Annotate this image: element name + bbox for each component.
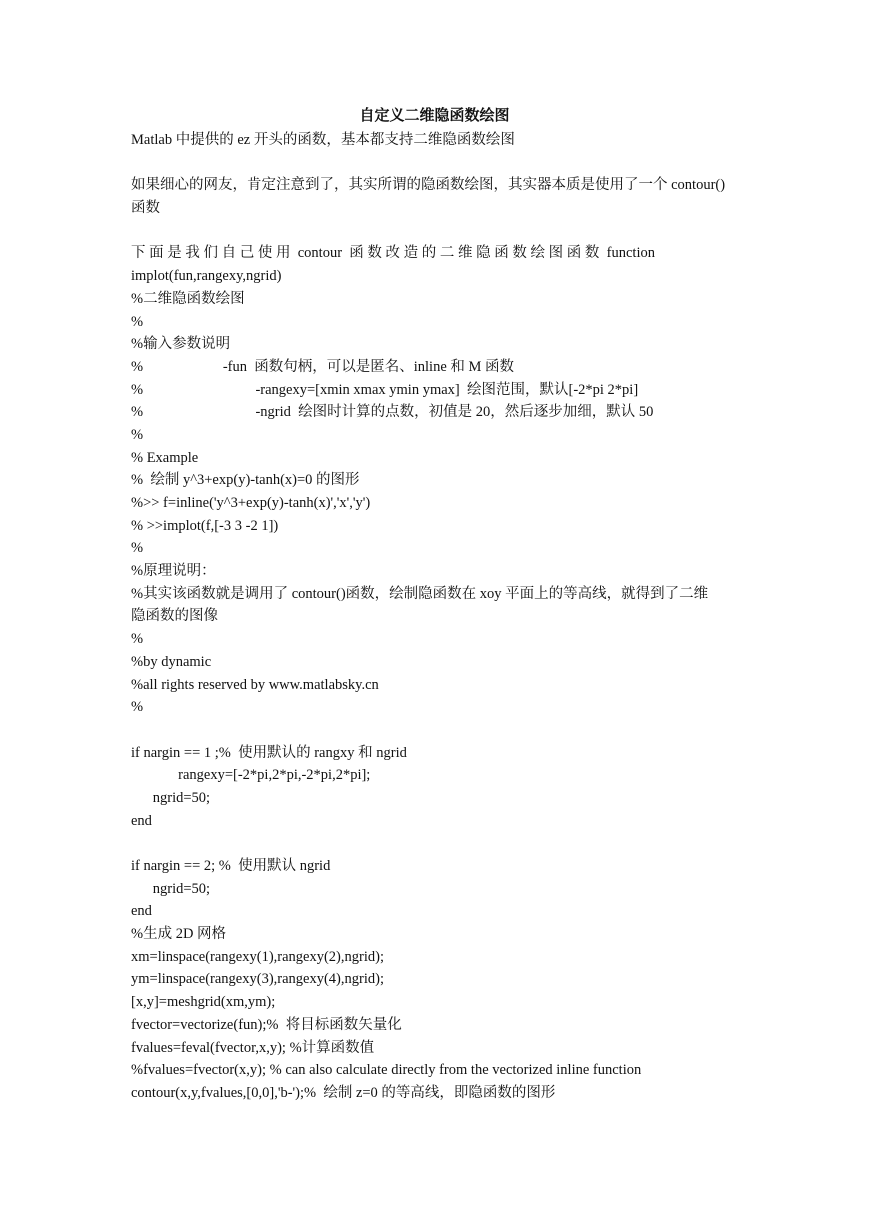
code-line: %: [131, 313, 144, 330]
code-line: rangexy=[-2*pi,2*pi,-2*pi,2*pi];: [131, 767, 371, 784]
code-line: % Example: [131, 449, 199, 466]
code-line: % -ngrid 绘图时计算的点数，初值是 20，然后逐步加细，默认 50: [131, 404, 654, 421]
code-line: end: [131, 812, 152, 829]
code-line: %: [131, 426, 144, 443]
code-line: [131, 832, 738, 855]
lead-line-2: implot(fun,rangexy,ngrid): [131, 268, 282, 285]
document-title: 自定义二维隐函数绘图: [359, 108, 510, 124]
code-line: ngrid=50;: [131, 880, 211, 897]
note-line-2: 函数: [131, 200, 160, 217]
code-line: %输入参数说明: [131, 336, 231, 353]
code-line: [131, 719, 738, 742]
code-line: ngrid=50;: [131, 789, 211, 806]
code-line: %原理说明：: [131, 563, 216, 580]
code-line: [x,y]=meshgrid(xm,ym);: [131, 994, 276, 1011]
blank-line: [131, 152, 738, 175]
code-line: contour(x,y,fvalues,[0,0],'b-');% 绘制 z=0 的等高线，即隐函数的图形: [131, 1084, 556, 1101]
code-line: ym=linspace(rangexy(3),rangexy(4),ngrid);: [131, 971, 384, 988]
code-line: %二维隐函数绘图: [131, 290, 245, 307]
code-line: %by dynamic: [131, 653, 212, 670]
lead-line-1: 下 面 是 我 们 自 己 使 用 contour 函 数 改 造 的 二 维 隐 函 数 绘 图 函 数 function: [131, 245, 655, 262]
code-line: %>> f=inline('y^3+exp(y)-tanh(x)','x','y'): [131, 495, 371, 511]
document-body: [131, 129, 738, 1105]
code-line: end: [131, 903, 152, 920]
code-line: %: [131, 699, 144, 716]
code-line: xm=linspace(rangexy(1),rangexy(2),ngrid);: [131, 948, 384, 965]
code-line: %all rights reserved by www.matlabsky.cn: [131, 676, 379, 693]
code-line: % >>implot(f,[-3 3 -2 1]): [131, 517, 279, 534]
code-line: if nargin == 2; % 使用默认 ngrid: [131, 858, 331, 874]
code-line: % -rangexy=[xmin xmax ymin ymax] 绘图范围，默认[-2*pi 2*pi]: [131, 381, 639, 398]
code-line: % 绘制 y^3+exp(y)-tanh(x)=0 的图形: [131, 472, 360, 489]
blank-line: [131, 220, 738, 243]
code-line: %: [131, 540, 144, 557]
code-line: %生成 2D 网格: [131, 926, 227, 943]
intro-line: Matlab 中提供的 ez 开头的函数，基本都支持二维隐函数绘图: [131, 132, 515, 148]
code-line: if nargin == 1 ;% 使用默认的 rangxy 和 ngrid: [131, 744, 407, 761]
code-line: fvalues=feval(fvector,x,y); %计算函数值: [131, 1039, 375, 1056]
code-line: %其实该函数就是调用了 contour()函数，绘制隐函数在 xoy 平面上的等高线，就得到了二维: [131, 585, 709, 602]
code-line: %fvalues=fvector(x,y); % can also calculate directly from the vectorized inline function: [131, 1062, 642, 1079]
code-line: 隐函数的图像: [131, 608, 218, 625]
code-line: fvector=vectorize(fun);% 将目标函数矢量化: [131, 1016, 402, 1033]
note-line-1: 如果细心的网友，肯定注意到了，其实所谓的隐函数绘图，其实器本质是使用了一个 contour(): [131, 177, 726, 194]
code-line: % -fun 函数句柄，可以是匿名、inline 和 M 函数: [131, 358, 515, 375]
code-line: %: [131, 631, 144, 648]
